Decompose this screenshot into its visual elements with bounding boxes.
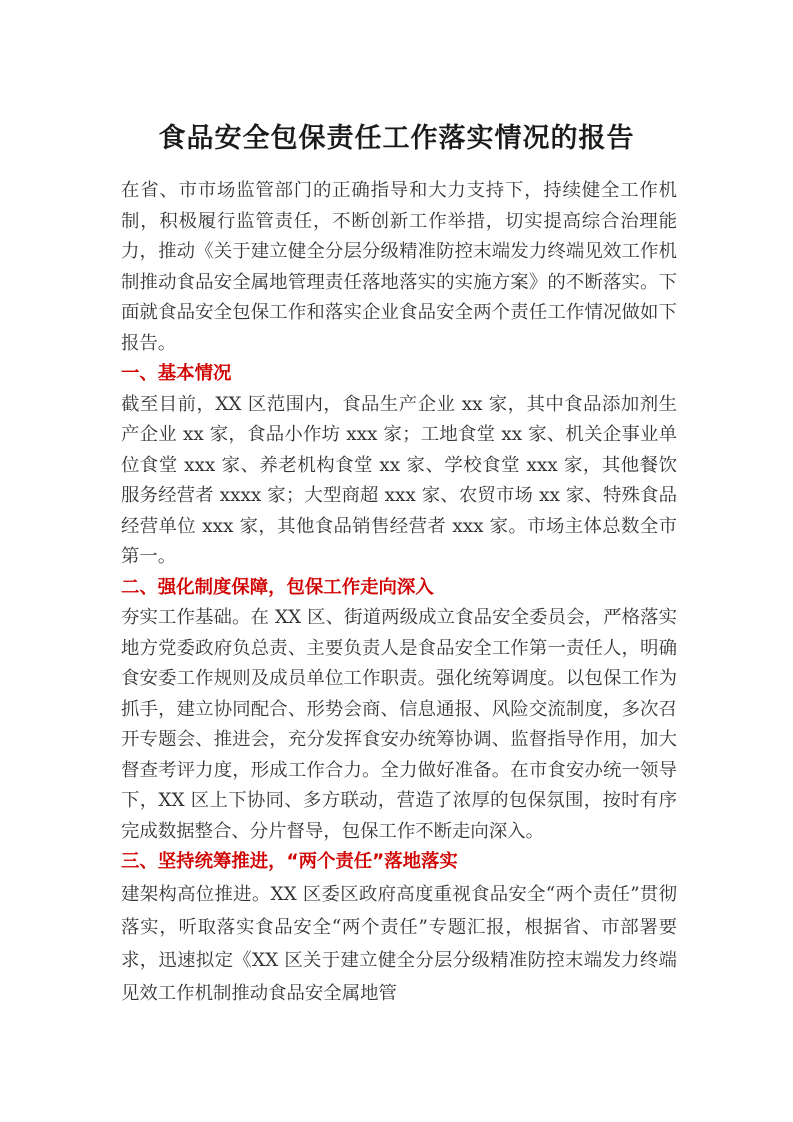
document-title: 食品安全包保责任工作落实情况的报告 — [158, 123, 635, 154]
section-body-two-responsibilities: 建架构高位推进。XX 区委区政府高度重视食品安全“两个责任”贯彻落实，听取落实食品安全“两个责任”专题汇报，根据省、市部署要求，迅速拟定《XX 区关于建立健全分层分级精准防控末端发力终端见效工作机制推动食品安全属地管 — [121, 883, 677, 1004]
section-heading-two-responsibilities: 三、坚持统筹推进，“两个责任”落地落实 — [121, 851, 458, 872]
section-heading-system-guarantee: 二、强化制度保障，包保工作走向深入 — [121, 576, 434, 598]
section-body-system-guarantee: 夯实工作基础。在 XX 区、街道两级成立食品安全委员会，严格落实地方党委政府负总责、主要负责人是食品安全工作第一责任人，明确食安委工作规则及成员单位工作职责。强化统筹调度。以包保工作为抓手，建立协同配合、形势会商、信息通报、风险交流制度，多次召开专题会、推进会，充分发挥食安办统筹协调、监督指导作用，加大督查考评力度，形成工作合力。全力做好准备。在市食安办统一领导下，XX 区上下协同、多方联动，营造了浓厚的包保氛围，按时有序完成数据整合、分片督导，包保工作不断走向深入。 — [121, 607, 677, 842]
document-body — [121, 176, 677, 1010]
section-body-basic-situation: 截至目前，XX 区范围内，食品生产企业 xx 家，其中食品添加剂生产企业 xx 家，食品小作坊 xxx 家；工地食堂 xx 家、机关企事业单位食堂 xxx 家、养老机构食堂 xx 家、学校食堂 xxx 家，其他餐饮服务经营者 xxxx 家；大型商超 xxx 家、农贸市场 xx 家、特殊食品经营单位 xxx 家，其他食品销售经营者 xxx 家。市场主体总数全市第一。 — [121, 393, 677, 567]
section-heading-basic-situation: 一、基本情况 — [121, 363, 232, 384]
intro-paragraph: 在省、市市场监管部门的正确指导和大力支持下，持续健全工作机制，积极履行监管责任，不断创新工作举措，切实提高综合治理能力，推动《关于建立健全分层分级精准防控末端发力终端见效工作机制推动食品安全属地管理责任落地落实的实施方案》的不断落实。下面就食品安全包保工作和落实企业食品安全两个责任工作情况做如下报告。 — [121, 180, 677, 354]
